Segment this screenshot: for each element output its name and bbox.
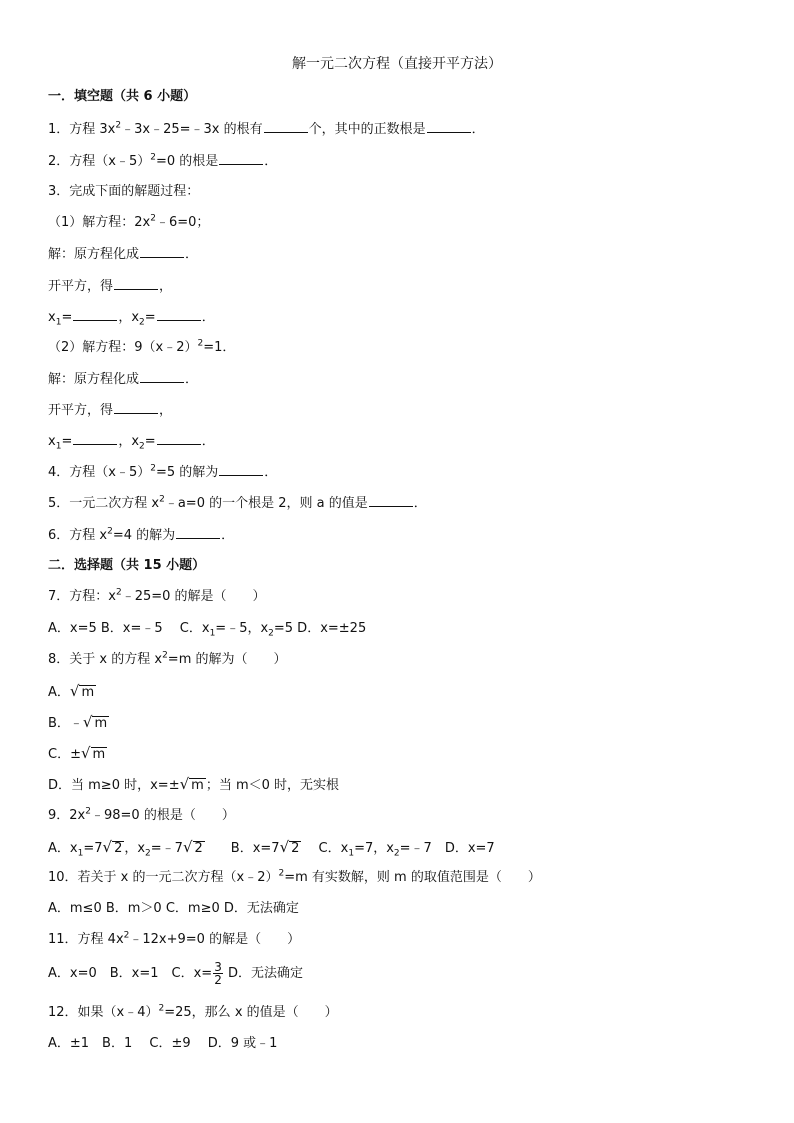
q3-2-solution: 解：原方程化成 ． [48,372,199,387]
sqrt-icon: √ [182,838,193,856]
q3-2-sqrt-step: 开平方，得 ， [48,403,173,418]
q3-1-roots: $x_1=$ ，$x_2=$ ． [48,310,215,328]
question-7: 7．方程：$x^2﹣25=0$ 的解是（ ） [48,587,266,604]
question-3-part-1: （1）解方程：$2x^2﹣6=0$； [48,213,210,230]
question-2: 2．方程（x﹣5）$^2$=0 的根是 ． [48,152,278,169]
q3-2-roots: $x_1=$ ，$x_2=$ ． [48,434,215,452]
question-11: 11．方程 $4x^2﹣12x+9=0$ 的解是（ ） [48,930,301,947]
sqrt-icon: √ [80,744,91,762]
answer-blank[interactable] [73,308,117,321]
document-title: 解一元二次方程（直接开平方法） [292,56,502,72]
section-fill-in: 一．填空题（共 6 小题） [48,89,197,104]
answer-blank[interactable] [140,245,184,258]
sqrt-icon: √ [82,713,93,731]
sqrt-icon: √ [102,838,113,856]
question-10: 10．若关于 x 的一元二次方程（x﹣2）$^2$=m 有实数解，则 m 的取值范围是（ ） [48,868,541,885]
question-10-options: A．m≤0 B．m＞0 C．m≥0 D．无法确定 [48,901,299,916]
fraction: $\frac{3}{2}$ [214,960,222,987]
answer-blank[interactable] [219,463,263,476]
answer-blank[interactable] [219,152,263,165]
question-12-options: A．±1 B．1 C．±9 D．9 或﹣1 [48,1036,278,1051]
answer-blank[interactable] [176,526,220,539]
answer-blank[interactable] [264,120,308,133]
sqrt-icon: √ [69,682,80,700]
question-6: 6．方程 $x^2=4$ 的解为 ． [48,526,235,543]
answer-blank[interactable] [157,308,201,321]
question-12: 12．如果（x﹣4）$^2$=25，那么 x 的值是（ ） [48,1003,338,1020]
question-3-part-2: （2）解方程：9（x﹣2）$^2$=1． [48,338,236,355]
question-8-option-d: D．当 m≥0 时，x=±√ m ；当 m＜0 时，无实根 [48,775,340,793]
answer-blank[interactable] [114,277,158,290]
question-1: 1．方程 $3x^2﹣3x﹣25=﹣3x$ 的根有 个，其中的正数根是 ． [48,120,485,137]
q3-1-sqrt-step: 开平方，得 ， [48,279,173,294]
q3-1-solution: 解：原方程化成 ． [48,247,199,262]
question-8-option-c: C．±√ m [48,744,106,762]
answer-blank[interactable] [114,401,158,414]
question-8: 8．关于 x 的方程 $x^2=m$ 的解为（ ） [48,650,287,667]
question-3: 3．完成下面的解题过程： [48,184,200,199]
question-5: 5．一元二次方程 $x^2﹣a=0$ 的一个根是 2，则 a 的值是 ． [48,494,427,511]
answer-blank[interactable] [73,432,117,445]
sqrt-icon: √ [179,775,190,793]
answer-blank[interactable] [427,120,471,133]
sqrt-icon: √ [279,838,290,856]
question-9-options: A．$x_1=7√$ 2 ，$x_2=﹣7√$ 2 B．x=7√ 2 C．$x_1=7$，$x_2=﹣7$ D．x=7 [48,838,495,859]
answer-blank[interactable] [140,370,184,383]
section-multiple-choice: 二．选择题（共 15 小题） [48,558,206,573]
question-9: 9．$2x^2﹣98=0$ 的根是（ ） [48,806,235,823]
question-4: 4．方程（x﹣5）$^2$=5 的解为 ． [48,463,278,480]
question-8-option-b: B．﹣√ m [48,713,108,731]
answer-blank[interactable] [157,432,201,445]
question-11-options: A．x=0 B．x=1 C．x= $\frac{3}{2}$ D．无法确定 [48,960,303,987]
question-8-option-a: A．√ m [48,682,95,700]
answer-blank[interactable] [369,494,413,507]
question-7-options: A．x=5 B．x=﹣5 C．$x_1=﹣5$，$x_2=5$ D．x=±25 [48,621,367,639]
